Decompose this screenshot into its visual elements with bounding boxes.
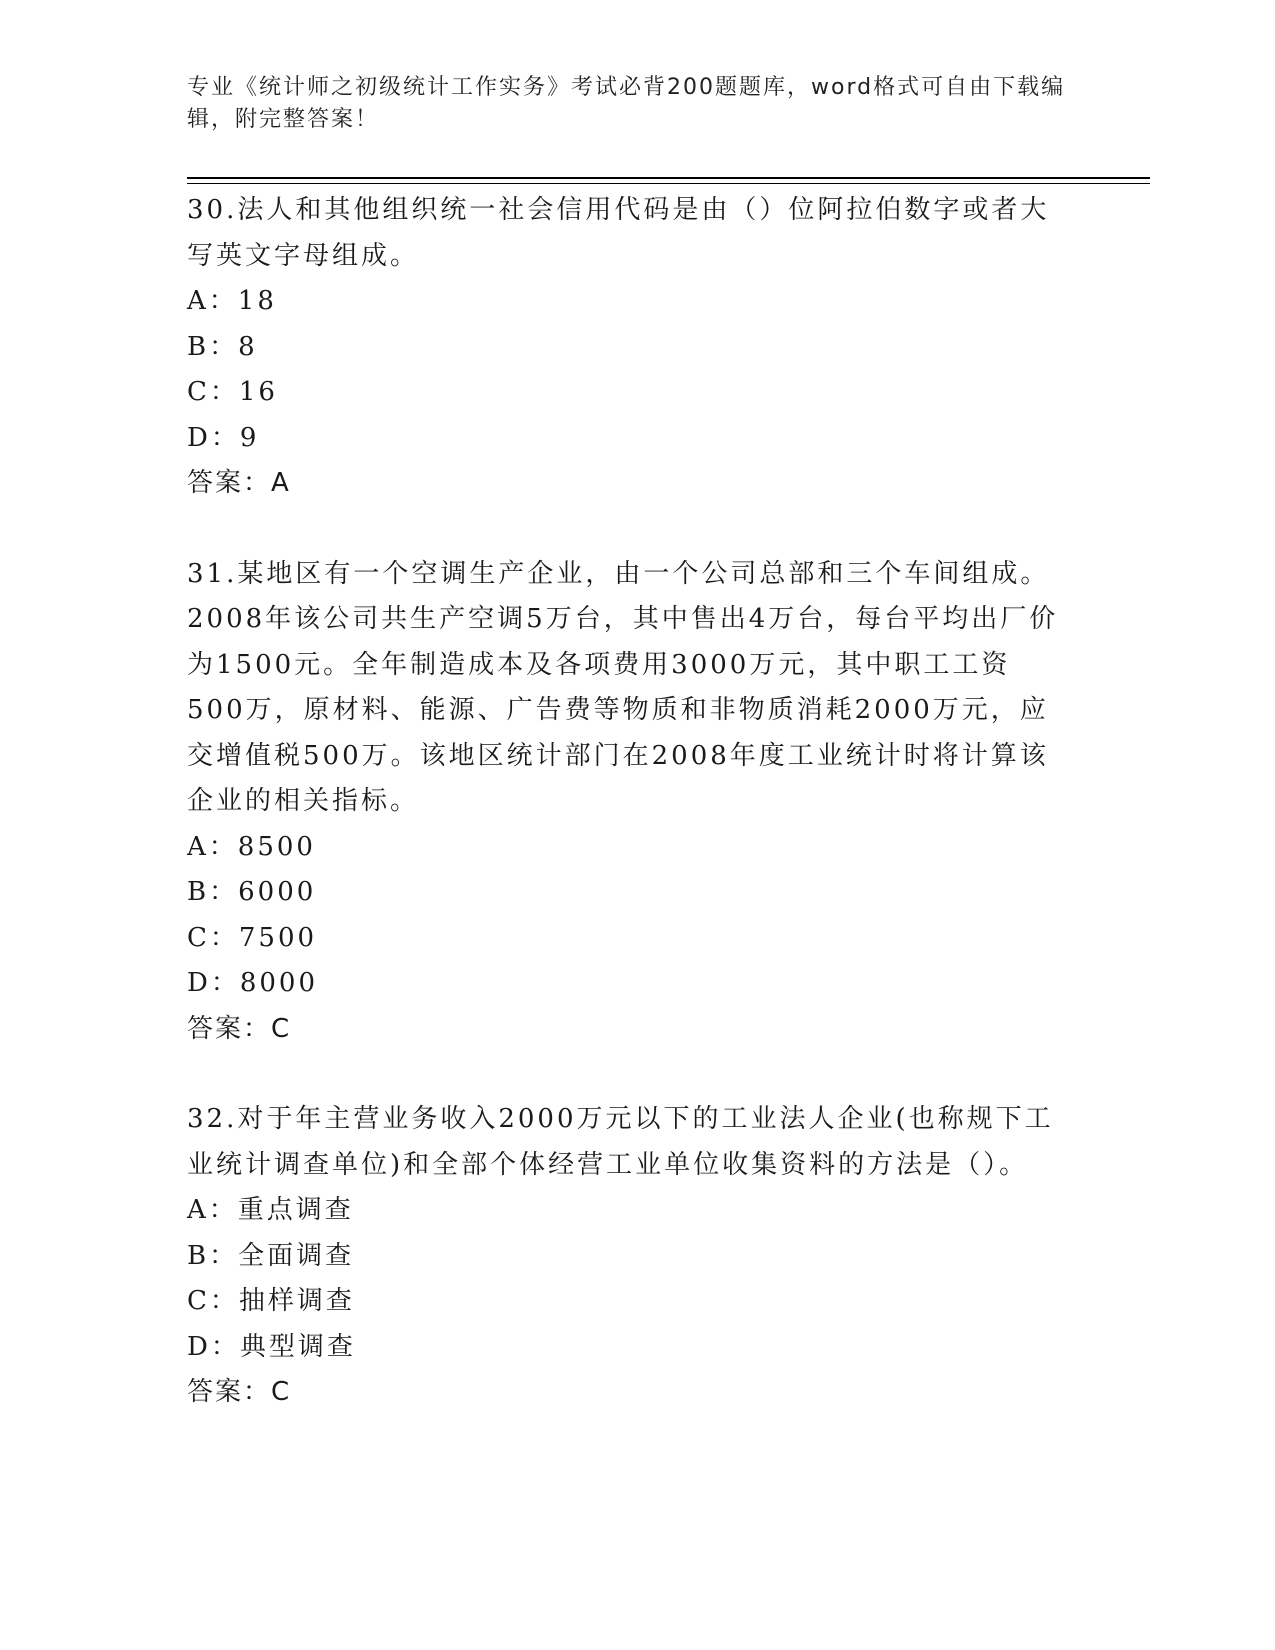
option-c: C：抽样调查 <box>187 1286 355 1316</box>
option-b: B：6000 <box>187 877 317 907</box>
document-header: 专业《统计师之初级统计工作实务》考试必背200题题库，word格式可自由下载编辑，附完整答案！ <box>187 75 1066 132</box>
answer-line: 答案：A <box>187 468 291 498</box>
question-spacer <box>187 1052 1067 1097</box>
option-b: B：8 <box>187 331 258 362</box>
header-rule-thick <box>187 177 1150 179</box>
question-spacer <box>187 507 1067 552</box>
option-d: D：典型调查 <box>187 1331 356 1362</box>
question-stem: 32.对于年主营业务收入2000万元以下的工业法人企业(也称规下工业统计调查单位)和全部个体经营工业单位收集资料的方法是（）。 <box>187 1104 1054 1180</box>
option-b: B：全面调查 <box>187 1240 355 1271</box>
answer-line: 答案：C <box>187 1013 292 1044</box>
question-list <box>187 188 1067 1416</box>
question-32 <box>187 1097 1067 1416</box>
answer-line: 答案：C <box>187 1377 292 1407</box>
option-c: C：7500 <box>187 922 318 953</box>
option-d: D：9 <box>187 422 260 453</box>
question-30 <box>187 188 1067 507</box>
option-c: C：16 <box>187 377 278 407</box>
option-a: A：18 <box>187 286 277 316</box>
header-rule-thin <box>187 183 1150 184</box>
option-d: D：8000 <box>187 968 319 998</box>
question-31 <box>187 552 1067 1053</box>
question-stem: 30.法人和其他组织统一社会信用代码是由（）位阿拉伯数字或者大写英文字母组成。 <box>187 195 1050 271</box>
question-stem: 31.某地区有一个空调生产企业，由一个公司总部和三个车间组成。2008年该公司共生产空调5万台，其中售出4万台，每台平均出厂价为1500元。全年制造成本及各项费用3000万元，其中职工工资500万，原材料、能源、广告费等物质和非物质消耗2000万元，应交增值税500万。该地区统计部门在2008年度工业统计时将计算该企业的相关指标。 <box>187 558 1059 816</box>
option-a: A：重点调查 <box>187 1195 354 1225</box>
option-a: A：8500 <box>187 831 316 862</box>
